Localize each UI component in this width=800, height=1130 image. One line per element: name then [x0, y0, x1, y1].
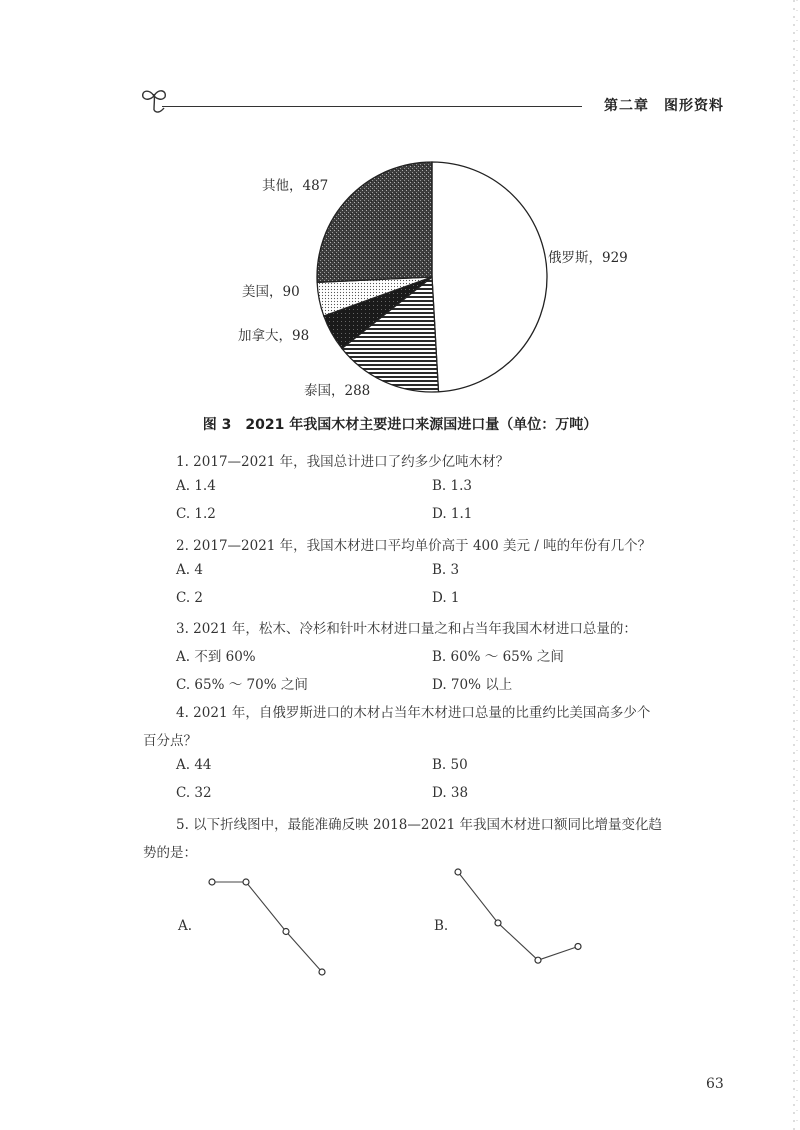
- question-1: 1. 2017—2021 年，我国总计进口了约多少亿吨木材？: [176, 454, 510, 470]
- option[interactable]: D. 1.1: [432, 506, 473, 522]
- question-5: 5. 以下折线图中，最能准确反映 2018—2021 年我国木材进口额同比增量变化趋: [176, 817, 662, 833]
- option[interactable]: C. 2: [176, 590, 204, 606]
- pie-label-usa: 美国，90: [242, 284, 300, 300]
- question-3: 3. 2021 年，松木、冷杉和针叶木材进口量之和占当年我国木材进口总量的：: [176, 621, 637, 637]
- option[interactable]: A. 不到 60%: [176, 649, 256, 665]
- question-4-continued: 百分点？: [143, 733, 197, 749]
- line-point: [575, 943, 581, 949]
- line-series: [212, 882, 322, 972]
- line-point: [495, 920, 501, 926]
- question-5-continued: 势的是：: [143, 845, 197, 861]
- option[interactable]: D. 70% 以上: [432, 677, 513, 693]
- line-point: [243, 879, 249, 885]
- option[interactable]: A. 4: [176, 562, 203, 578]
- line-series: [458, 872, 578, 960]
- option[interactable]: B. 60% ～ 65% 之间: [432, 649, 564, 665]
- pie-slice-russia: [432, 162, 547, 392]
- line-point: [283, 929, 289, 935]
- scan-edge: [782, 0, 800, 1130]
- pie-chart: [0, 0, 800, 410]
- option-b-line-chart[interactable]: [446, 862, 591, 982]
- line-point: [535, 957, 541, 963]
- option[interactable]: B. 50: [432, 757, 468, 773]
- pie-label-canada: 加拿大，98: [238, 328, 310, 344]
- option-a-label[interactable]: A.: [178, 918, 193, 934]
- option-b-label[interactable]: B.: [434, 918, 449, 934]
- option[interactable]: C. 32: [176, 785, 212, 801]
- option[interactable]: C. 1.2: [176, 506, 216, 522]
- option[interactable]: A. 1.4: [176, 478, 216, 494]
- question-2: 2. 2017—2021 年，我国木材进口平均单价高于 400 美元 / 吨的年份有几个？: [176, 538, 652, 554]
- option[interactable]: D. 1: [432, 590, 460, 606]
- option[interactable]: C. 65% ～ 70% 之间: [176, 677, 308, 693]
- option-a-line-chart[interactable]: [200, 870, 340, 985]
- option[interactable]: B. 3: [432, 562, 460, 578]
- line-point: [455, 869, 461, 875]
- option[interactable]: A. 44: [176, 757, 212, 773]
- pie-label-other: 其他，487: [262, 178, 329, 194]
- line-point: [209, 879, 215, 885]
- figure-caption: 图 3 2021 年我国木材主要进口来源国进口量（单位：万吨）: [202, 417, 598, 433]
- option[interactable]: D. 38: [432, 785, 469, 801]
- question-4: 4. 2021 年，自俄罗斯进口的木材占当年木材进口总量的比重约比美国高多少个: [176, 705, 651, 721]
- pie-label-russia: 俄罗斯，929: [548, 250, 628, 266]
- pie-label-thailand: 泰国，288: [304, 383, 371, 399]
- line-point: [319, 969, 325, 975]
- pie-slice-other: [317, 162, 432, 282]
- chapter-title: 第二章 图形资料: [604, 98, 724, 114]
- option[interactable]: B. 1.3: [432, 478, 472, 494]
- page-number: 63: [706, 1076, 724, 1092]
